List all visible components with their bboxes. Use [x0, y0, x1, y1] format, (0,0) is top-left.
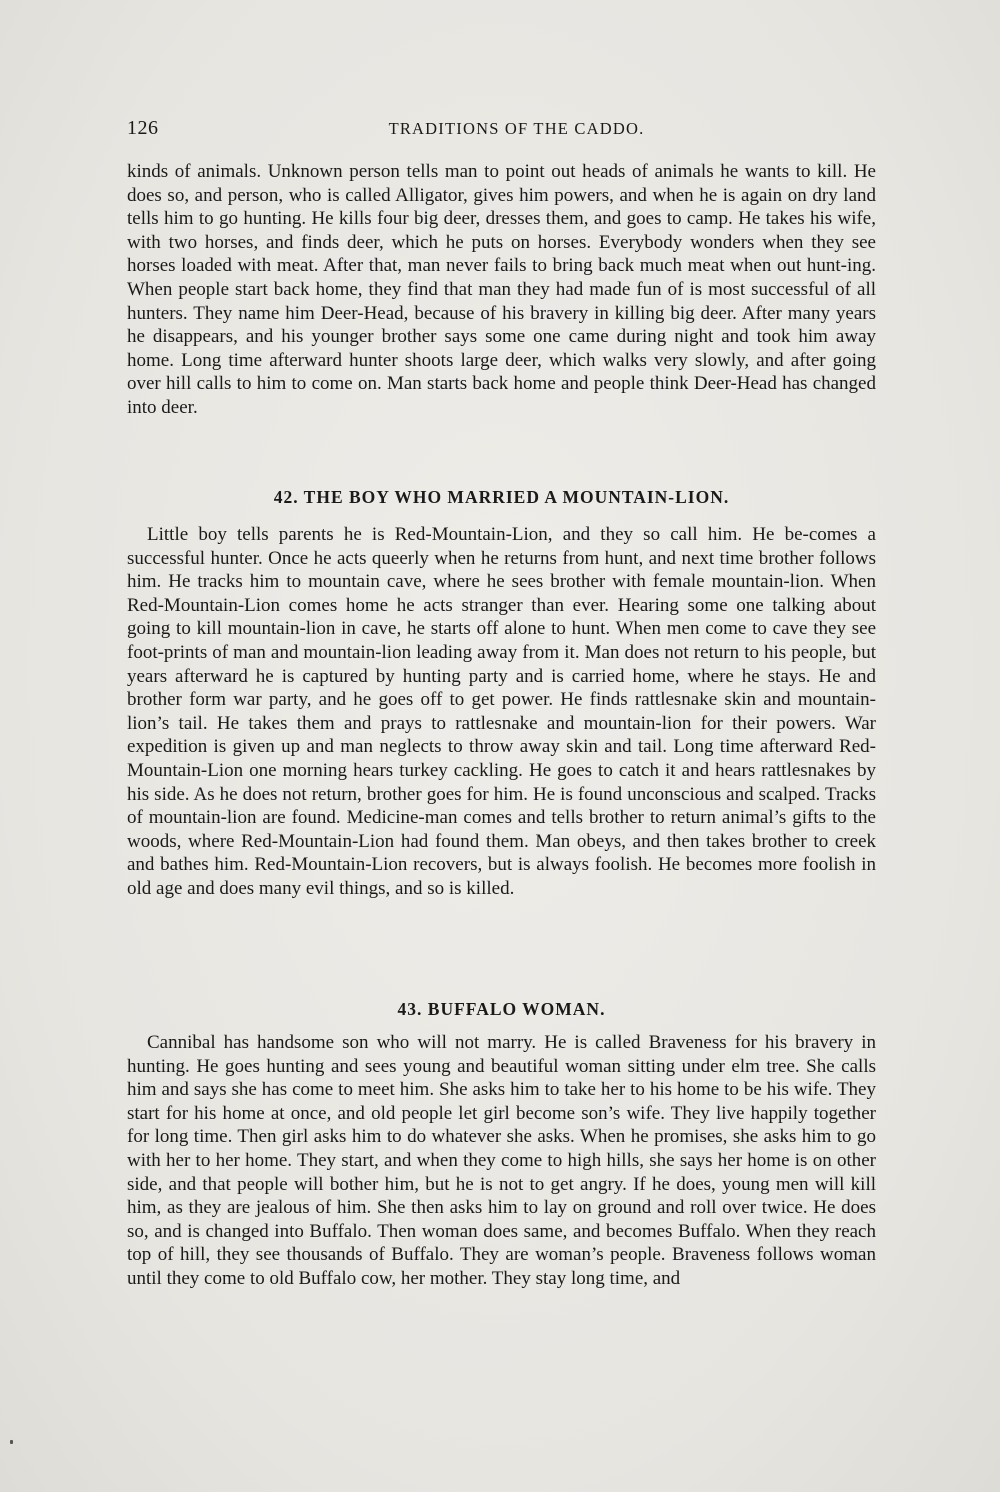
page-number: 126 [127, 117, 159, 139]
section-title-buffalo-woman: 43. BUFFALO WOMAN. [397, 999, 606, 1019]
running-head: TRADITIONS OF THE CADDO. [388, 119, 645, 138]
section-title-mountain-lion: 42. THE BOY WHO MARRIED A MOUNTAIN-LION. [273, 487, 730, 507]
paragraph-deer-head-continued: kinds of animals. Unknown person tells man to point out heads of animals he wants to kill. He does so, and person, who is called Alligator, gives him powers, and when he is again on dry land tells him to go hunting. He kills four big deer, dresses them, and goes to camp. He takes his wife, with two horses, and finds deer, which he puts on horses. Everybody wonders when they see horses loaded with meat. After that, man never fails to bring back much meat when out hunt-ing. When people start back home, they find that man they had made fun of is most successful of all hunters. They name him Deer-Head, because of his bravery in killing big deer. After many years he disappears, and his younger brother says some one came during night and took him away home. Long time afterward hunter shoots large deer, which walks very slowly, and after going over hill calls to him to come on. Man starts back home and people think Deer-Head has changed into deer. [127, 161, 876, 418]
paragraph-buffalo-woman: Cannibal has handsome son who will not marry. He is called Braveness for his bravery in hunting. He goes hunting and sees young and beautiful woman sitting under elm tree. She calls him and says she has come to meet him. She asks him to take her to his home to be his wife. They start for his home at once, and old people let girl become son’s wife. They live happily together for long time. Then girl asks him to do whatever she asks. When he promises, she asks him to go with her to her home. They start, and when they come to high hills, she says her home is on other side, and that people will bother him, but he is not to get angry. If he does, young men will kill him, as they are jealous of him. She then asks him to lay on ground and roll over twice. He does so, and is changed into Buffalo. Then woman does same, and becomes Buffalo. When they reach top of hill, they see thousands of Buffalo. They are woman’s people. Braveness follows woman until they come to old Buffalo cow, her mother. They stay long time, and [127, 1032, 876, 1289]
page-header [127, 117, 876, 143]
paragraph-mountain-lion: Little boy tells parents he is Red-Mountain-Lion, and they so call him. He be-comes a successful hunter. Once he acts queerly when he returns from hunt, and next time brother follows him. He tracks him to mountain cave, where he sees brother with female mountain-lion. When Red-Mountain-Lion comes home he acts stranger than ever. Hearing some one talking about going to kill mountain-lion in cave, he starts off alone to hunt. When men come to cave they see foot-prints of man and mountain-lion leading away from it. Man does not return to his people, but years afterward he is captured by hunting party and is carried home, where he stays. He and brother form war party, and he goes off to get power. He finds rattlesnake skin and mountain-lion’s tail. He takes them and prays to rattlesnake and mountain-lion for their powers. War expedition is given up and man neglects to throw away skin and tail. Long time afterward Red-Mountain-Lion one morning hears turkey cackling. He goes to catch it and hears rattlesnakes by his side. As he does not return, brother goes for him. He is found unconscious and scalped. Tracks of mountain-lion are found. Medicine-man comes and tells brother to return animal’s gifts to the woods, where Red-Mountain-Lion had found them. Man obeys, and then takes brother to creek and bathes him. Red-Mountain-Lion recovers, but is always foolish. He becomes more foolish in old age and does many evil things, and so is killed. [127, 524, 876, 899]
ink-speck [10, 1440, 13, 1444]
